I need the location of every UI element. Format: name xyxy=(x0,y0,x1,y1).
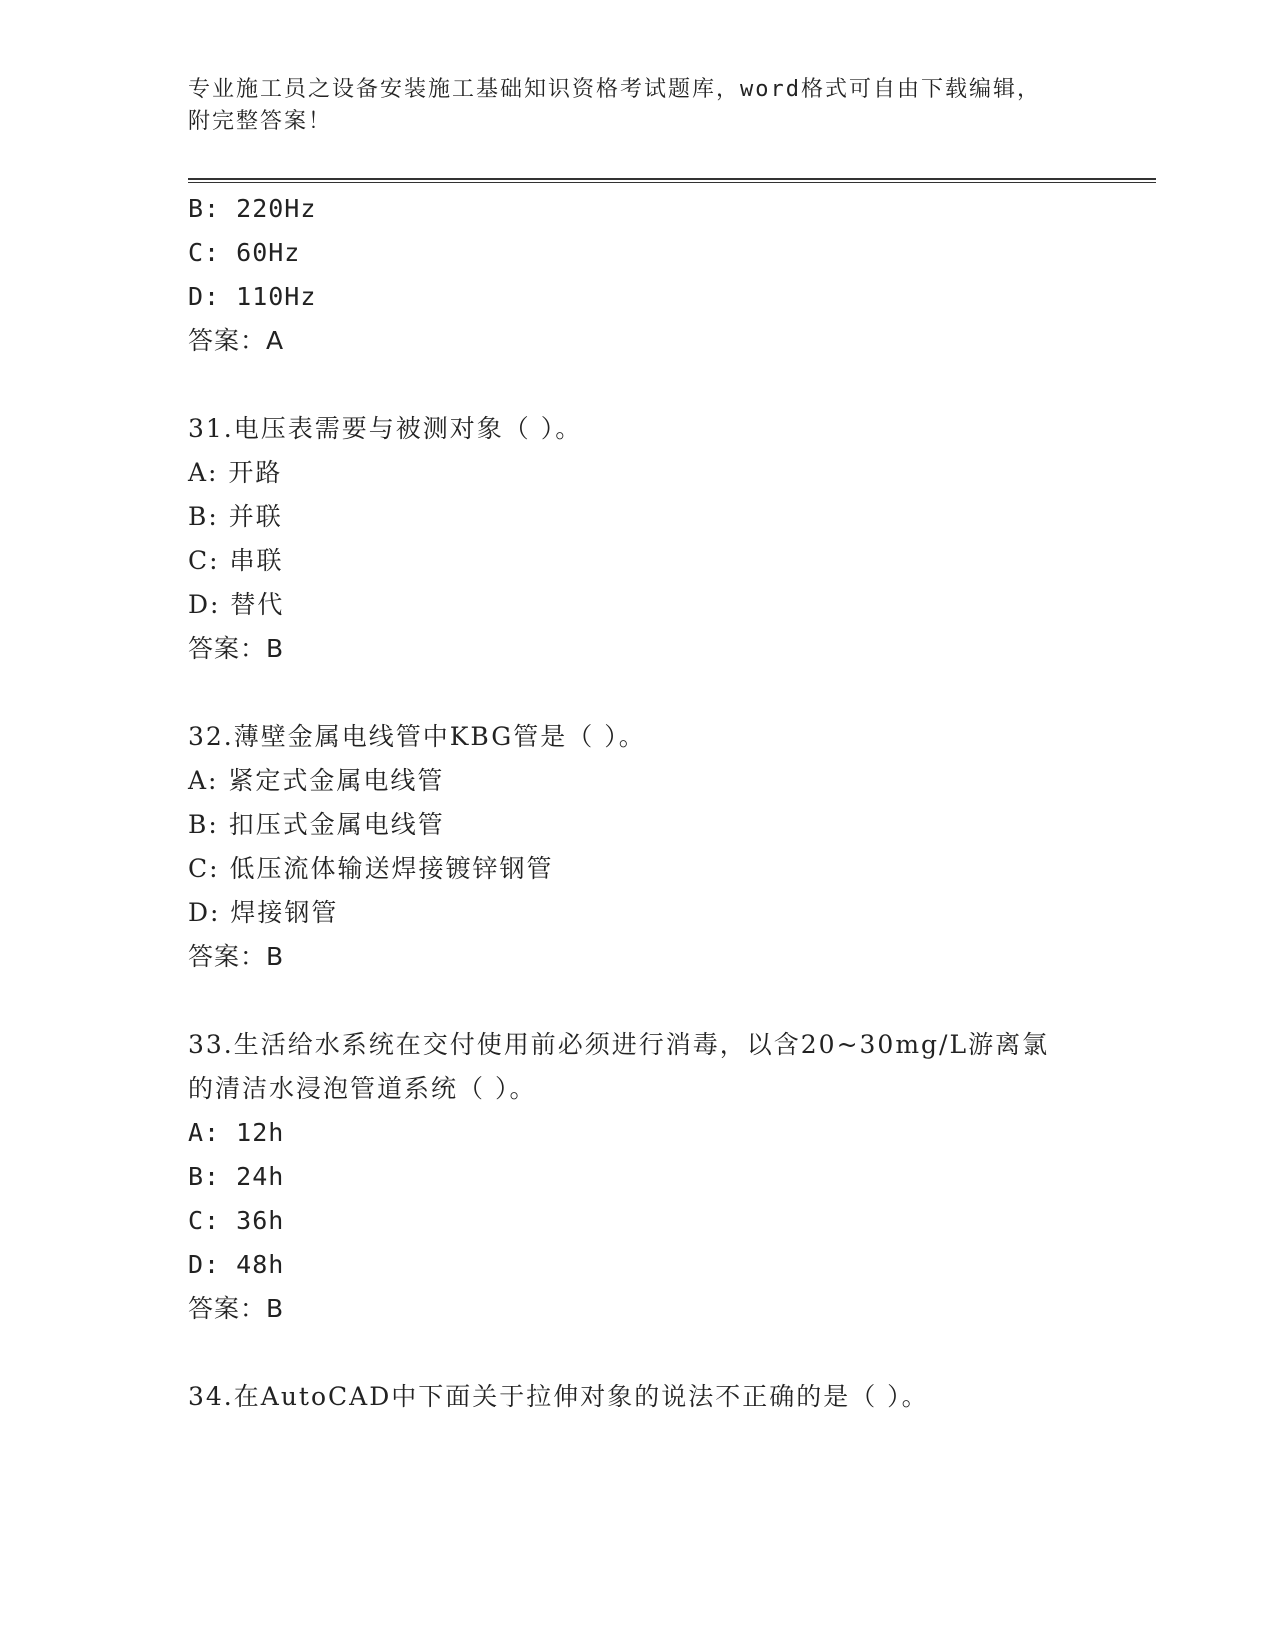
header-divider-thick xyxy=(188,178,1156,180)
q31-option-a: A: 开路 xyxy=(188,458,283,487)
q34-question: 34.在AutoCAD中下面关于拉伸对象的说法不正确的是（ ）。 xyxy=(188,1382,929,1411)
q33-option-a: A: 12h xyxy=(188,1118,285,1147)
header-divider-thin xyxy=(188,182,1156,183)
q33-answer: 答案：B xyxy=(188,1294,285,1323)
q33-option-d: D: 48h xyxy=(188,1250,285,1279)
q31-question: 31.电压表需要与被测对象（ ）。 xyxy=(188,414,583,443)
q32-option-a: A: 紧定式金属电线管 xyxy=(188,766,445,795)
header-line-2: 附完整答案！ xyxy=(188,109,333,134)
q31-answer: 答案：B xyxy=(188,634,285,663)
q33-option-c: C: 36h xyxy=(188,1206,285,1235)
q31-option-c: C: 串联 xyxy=(188,546,284,575)
q31-option-d: D: 替代 xyxy=(188,590,285,619)
q32-question: 32.薄壁金属电线管中KBG管是（ ）。 xyxy=(188,722,646,751)
q33-option-b: B: 24h xyxy=(188,1162,285,1191)
q32-option-d: D: 焊接钢管 xyxy=(188,898,339,927)
q30-option-c: C: 60Hz xyxy=(188,238,301,267)
q30-option-b: B: 220Hz xyxy=(188,194,317,223)
document-header xyxy=(188,74,1088,138)
q32-option-c: C: 低压流体输送焊接镀锌钢管 xyxy=(188,854,554,883)
q33-question-line-2: 的清洁水浸泡管道系统（ ）。 xyxy=(188,1074,537,1103)
q33-question-line-1: 33.生活给水系统在交付使用前必须进行消毒，以含20~30mg/L游离氯 xyxy=(188,1030,1050,1059)
q32-option-b: B: 扣压式金属电线管 xyxy=(188,810,445,839)
q30-option-d: D: 110Hz xyxy=(188,282,317,311)
q31-option-b: B: 并联 xyxy=(188,502,283,531)
q32-answer: 答案：B xyxy=(188,942,285,971)
q30-answer: 答案：A xyxy=(188,326,285,355)
header-line-1: 专业施工员之设备安装施工基础知识资格考试题库，word格式可自由下载编辑， xyxy=(188,77,1041,102)
